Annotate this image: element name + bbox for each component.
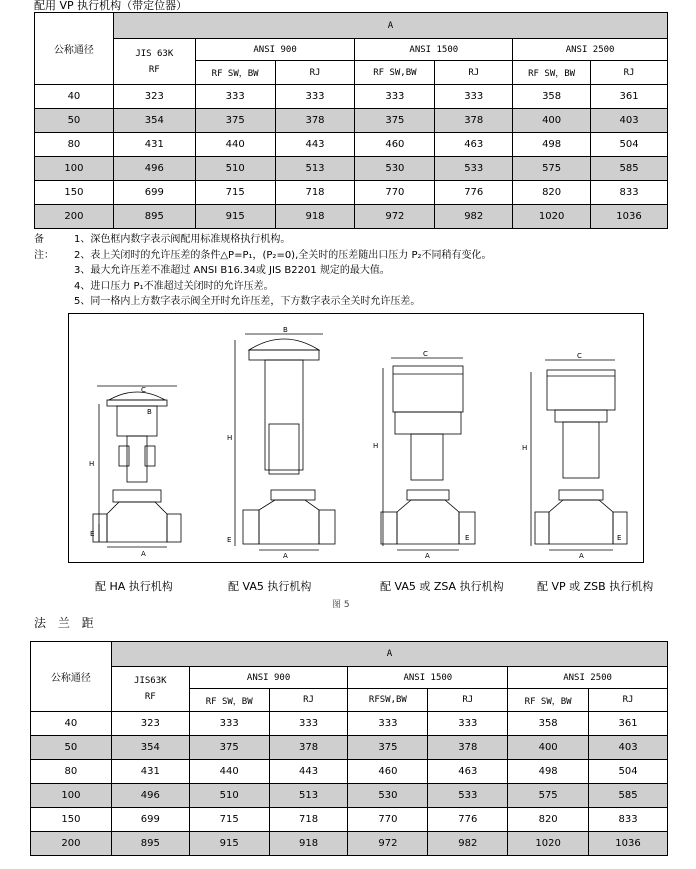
cell-value: 699 (113, 181, 195, 205)
dim-b: B (147, 408, 152, 416)
dim-a: A (141, 550, 146, 558)
cell-value: 378 (435, 109, 513, 133)
cell-value: 715 (195, 181, 275, 205)
cell-value: 533 (435, 157, 513, 181)
table-row (35, 109, 668, 133)
dim-e: E (90, 530, 95, 538)
table-row (31, 784, 668, 808)
note-item: 4、进口压力 P₁不准超过关闭时的允许压差。 (74, 280, 274, 292)
cell-value: 820 (508, 808, 589, 832)
cell-value: 443 (269, 760, 348, 784)
dim-c: C (577, 352, 582, 360)
table-row (35, 181, 668, 205)
header-rfswbw: RF SW，BW (189, 689, 269, 712)
cell-value: 440 (189, 760, 269, 784)
cell-value: 378 (275, 109, 355, 133)
cell-nominal-size: 50 (35, 109, 114, 133)
dim-a: A (425, 552, 430, 560)
cell-value: 443 (275, 133, 355, 157)
table-row (31, 808, 668, 832)
header-a: A (113, 13, 667, 39)
cell-value: 585 (591, 157, 668, 181)
note-item: 3、最大允许压差不准超过 ANSI B16.34或 JIS B2201 规定的最大值。 (74, 265, 390, 276)
header-rj: RJ (428, 689, 508, 712)
cell-value: 895 (111, 832, 189, 856)
cell-nominal-size: 150 (35, 181, 114, 205)
header-nominal: 公称通径 (31, 642, 112, 712)
cell-value: 575 (508, 784, 589, 808)
header-rj: RJ (589, 689, 668, 712)
cell-value: 585 (589, 784, 668, 808)
note-item: 2、表上关闭时的允许压差的条件△P=P₁，(P₂=0),全关时的压差随出口压力 P₂不同稍有变化。 (74, 249, 492, 261)
cell-value: 431 (111, 760, 189, 784)
cell-value: 440 (195, 133, 275, 157)
cell-nominal-size: 80 (35, 133, 114, 157)
cell-value: 400 (513, 109, 591, 133)
cell-value: 833 (589, 808, 668, 832)
cell-value: 378 (428, 736, 508, 760)
table-row (31, 712, 668, 736)
cell-value: 460 (348, 760, 428, 784)
dim-c: C (423, 350, 428, 358)
caption-va5: 配 VA5 执行机构 (228, 580, 312, 593)
cell-nominal-size: 50 (31, 736, 112, 760)
cell-value: 776 (435, 181, 513, 205)
header-ansi2500: ANSI 2500 (513, 39, 668, 61)
cell-value: 513 (269, 784, 348, 808)
cell-value: 403 (589, 736, 668, 760)
header-nominal: 公称通径 (35, 13, 114, 85)
dim-h: H (522, 444, 528, 452)
cell-value: 375 (189, 736, 269, 760)
valve-drawing-zsb (531, 360, 627, 550)
cell-value: 699 (111, 808, 189, 832)
cell-value: 463 (428, 760, 508, 784)
cell-value: 895 (113, 205, 195, 229)
dim-e: E (465, 534, 470, 542)
header-rfswbw: RF SW，BW (513, 61, 591, 85)
cell-nominal-size: 200 (31, 832, 112, 856)
header-jis: JIS63K RF (111, 667, 189, 712)
cell-value: 333 (275, 85, 355, 109)
header-rfswbw: RF SW，BW (508, 689, 589, 712)
section-title: 法 兰 距 (34, 616, 98, 630)
cell-value: 533 (428, 784, 508, 808)
header-rfswbw: RFSW,BW (348, 689, 428, 712)
cell-value: 323 (113, 85, 195, 109)
cell-value: 1020 (508, 832, 589, 856)
header-rj: RJ (275, 61, 355, 85)
cell-value: 1036 (589, 832, 668, 856)
caption-ha: 配 HA 执行机构 (95, 580, 173, 593)
cell-value: 918 (269, 832, 348, 856)
figure-number: 图 5 (332, 600, 350, 610)
header-rfswbw: RF SW，BW (195, 61, 275, 85)
dim-e: E (617, 534, 622, 542)
cell-nominal-size: 100 (35, 157, 114, 181)
header-ansi1500: ANSI 1500 (355, 39, 513, 61)
cell-value: 510 (189, 784, 269, 808)
cell-value: 333 (195, 85, 275, 109)
cell-value: 972 (355, 205, 435, 229)
header-rj: RJ (269, 689, 348, 712)
dim-e: E (227, 536, 232, 544)
cell-value: 358 (513, 85, 591, 109)
table-row (31, 736, 668, 760)
cell-value: 354 (111, 736, 189, 760)
dim-c: C (141, 386, 146, 394)
dim-h: H (227, 434, 233, 442)
caption-vp-zsb: 配 VP 或 ZSB 执行机构 (537, 580, 654, 593)
header-rfswbw: RF SW,BW (355, 61, 435, 85)
cell-value: 361 (591, 85, 668, 109)
cell-value: 378 (269, 736, 348, 760)
table-row (31, 760, 668, 784)
cell-value: 915 (195, 205, 275, 229)
caption-va5-zsa: 配 VA5 或 ZSA 执行机构 (380, 580, 504, 593)
header-ansi2500: ANSI 2500 (508, 667, 668, 689)
cell-value: 530 (355, 157, 435, 181)
cell-value: 333 (435, 85, 513, 109)
valve-drawing-va5 (235, 334, 335, 550)
cell-value: 715 (189, 808, 269, 832)
note-item: 5、同一格内上方数字表示阀全开时允许压差，下方数字表示全关时允许压差。 (74, 296, 421, 307)
cell-value: 770 (348, 808, 428, 832)
cell-value: 375 (195, 109, 275, 133)
valve-drawing-zsa (381, 358, 475, 550)
cell-value: 333 (189, 712, 269, 736)
notes-label: 备注： (34, 234, 54, 261)
cell-value: 1020 (513, 205, 591, 229)
cell-value: 403 (591, 109, 668, 133)
cell-value: 333 (269, 712, 348, 736)
header-ansi900: ANSI 900 (195, 39, 355, 61)
cell-value: 400 (508, 736, 589, 760)
spec-table-top (34, 12, 668, 229)
cell-value: 333 (348, 712, 428, 736)
cell-value: 375 (355, 109, 435, 133)
cell-value: 333 (355, 85, 435, 109)
note-item: 1、深色框内数字表示阀配用标准规格执行机构。 (74, 234, 291, 245)
header-rj: RJ (435, 61, 513, 85)
cell-value: 323 (111, 712, 189, 736)
cell-value: 982 (428, 832, 508, 856)
valve-drawing-ha (93, 386, 181, 547)
dim-h: H (373, 442, 379, 450)
cell-value: 982 (435, 205, 513, 229)
table-row (35, 85, 668, 109)
header-ansi1500: ANSI 1500 (348, 667, 508, 689)
table-row (35, 205, 668, 229)
cell-value: 375 (348, 736, 428, 760)
cell-value: 1036 (591, 205, 668, 229)
header-rj: RJ (591, 61, 668, 85)
cell-nominal-size: 40 (31, 712, 112, 736)
cell-value: 463 (435, 133, 513, 157)
cell-value: 431 (113, 133, 195, 157)
cell-value: 776 (428, 808, 508, 832)
header-ansi900: ANSI 900 (189, 667, 348, 689)
cell-value: 460 (355, 133, 435, 157)
cell-value: 496 (113, 157, 195, 181)
dim-h: H (89, 460, 95, 468)
cell-value: 358 (508, 712, 589, 736)
header-jis: JIS 63K RF (113, 39, 195, 85)
top-title: 配用 VP 执行机构（带定位器） (34, 0, 188, 12)
cell-value: 361 (589, 712, 668, 736)
table-row (31, 832, 668, 856)
cell-value: 770 (355, 181, 435, 205)
cell-value: 498 (508, 760, 589, 784)
dim-a: A (579, 552, 584, 560)
cell-value: 718 (275, 181, 355, 205)
cell-value: 530 (348, 784, 428, 808)
cell-value: 918 (275, 205, 355, 229)
cell-value: 504 (591, 133, 668, 157)
cell-value: 718 (269, 808, 348, 832)
cell-value: 504 (589, 760, 668, 784)
cell-nominal-size: 200 (35, 205, 114, 229)
cell-value: 833 (591, 181, 668, 205)
cell-nominal-size: 100 (31, 784, 112, 808)
header-a: A (111, 642, 667, 667)
cell-value: 496 (111, 784, 189, 808)
cell-value: 513 (275, 157, 355, 181)
cell-value: 510 (195, 157, 275, 181)
cell-value: 972 (348, 832, 428, 856)
valve-figure (68, 313, 644, 563)
spec-table-bottom (30, 641, 668, 856)
cell-value: 333 (428, 712, 508, 736)
cell-value: 354 (113, 109, 195, 133)
dim-a: A (283, 552, 288, 560)
table-row (35, 133, 668, 157)
cell-value: 575 (513, 157, 591, 181)
cell-nominal-size: 150 (31, 808, 112, 832)
cell-nominal-size: 80 (31, 760, 112, 784)
cell-value: 820 (513, 181, 591, 205)
table-row (35, 157, 668, 181)
dim-b: B (283, 326, 288, 334)
cell-value: 498 (513, 133, 591, 157)
cell-value: 915 (189, 832, 269, 856)
cell-nominal-size: 40 (35, 85, 114, 109)
